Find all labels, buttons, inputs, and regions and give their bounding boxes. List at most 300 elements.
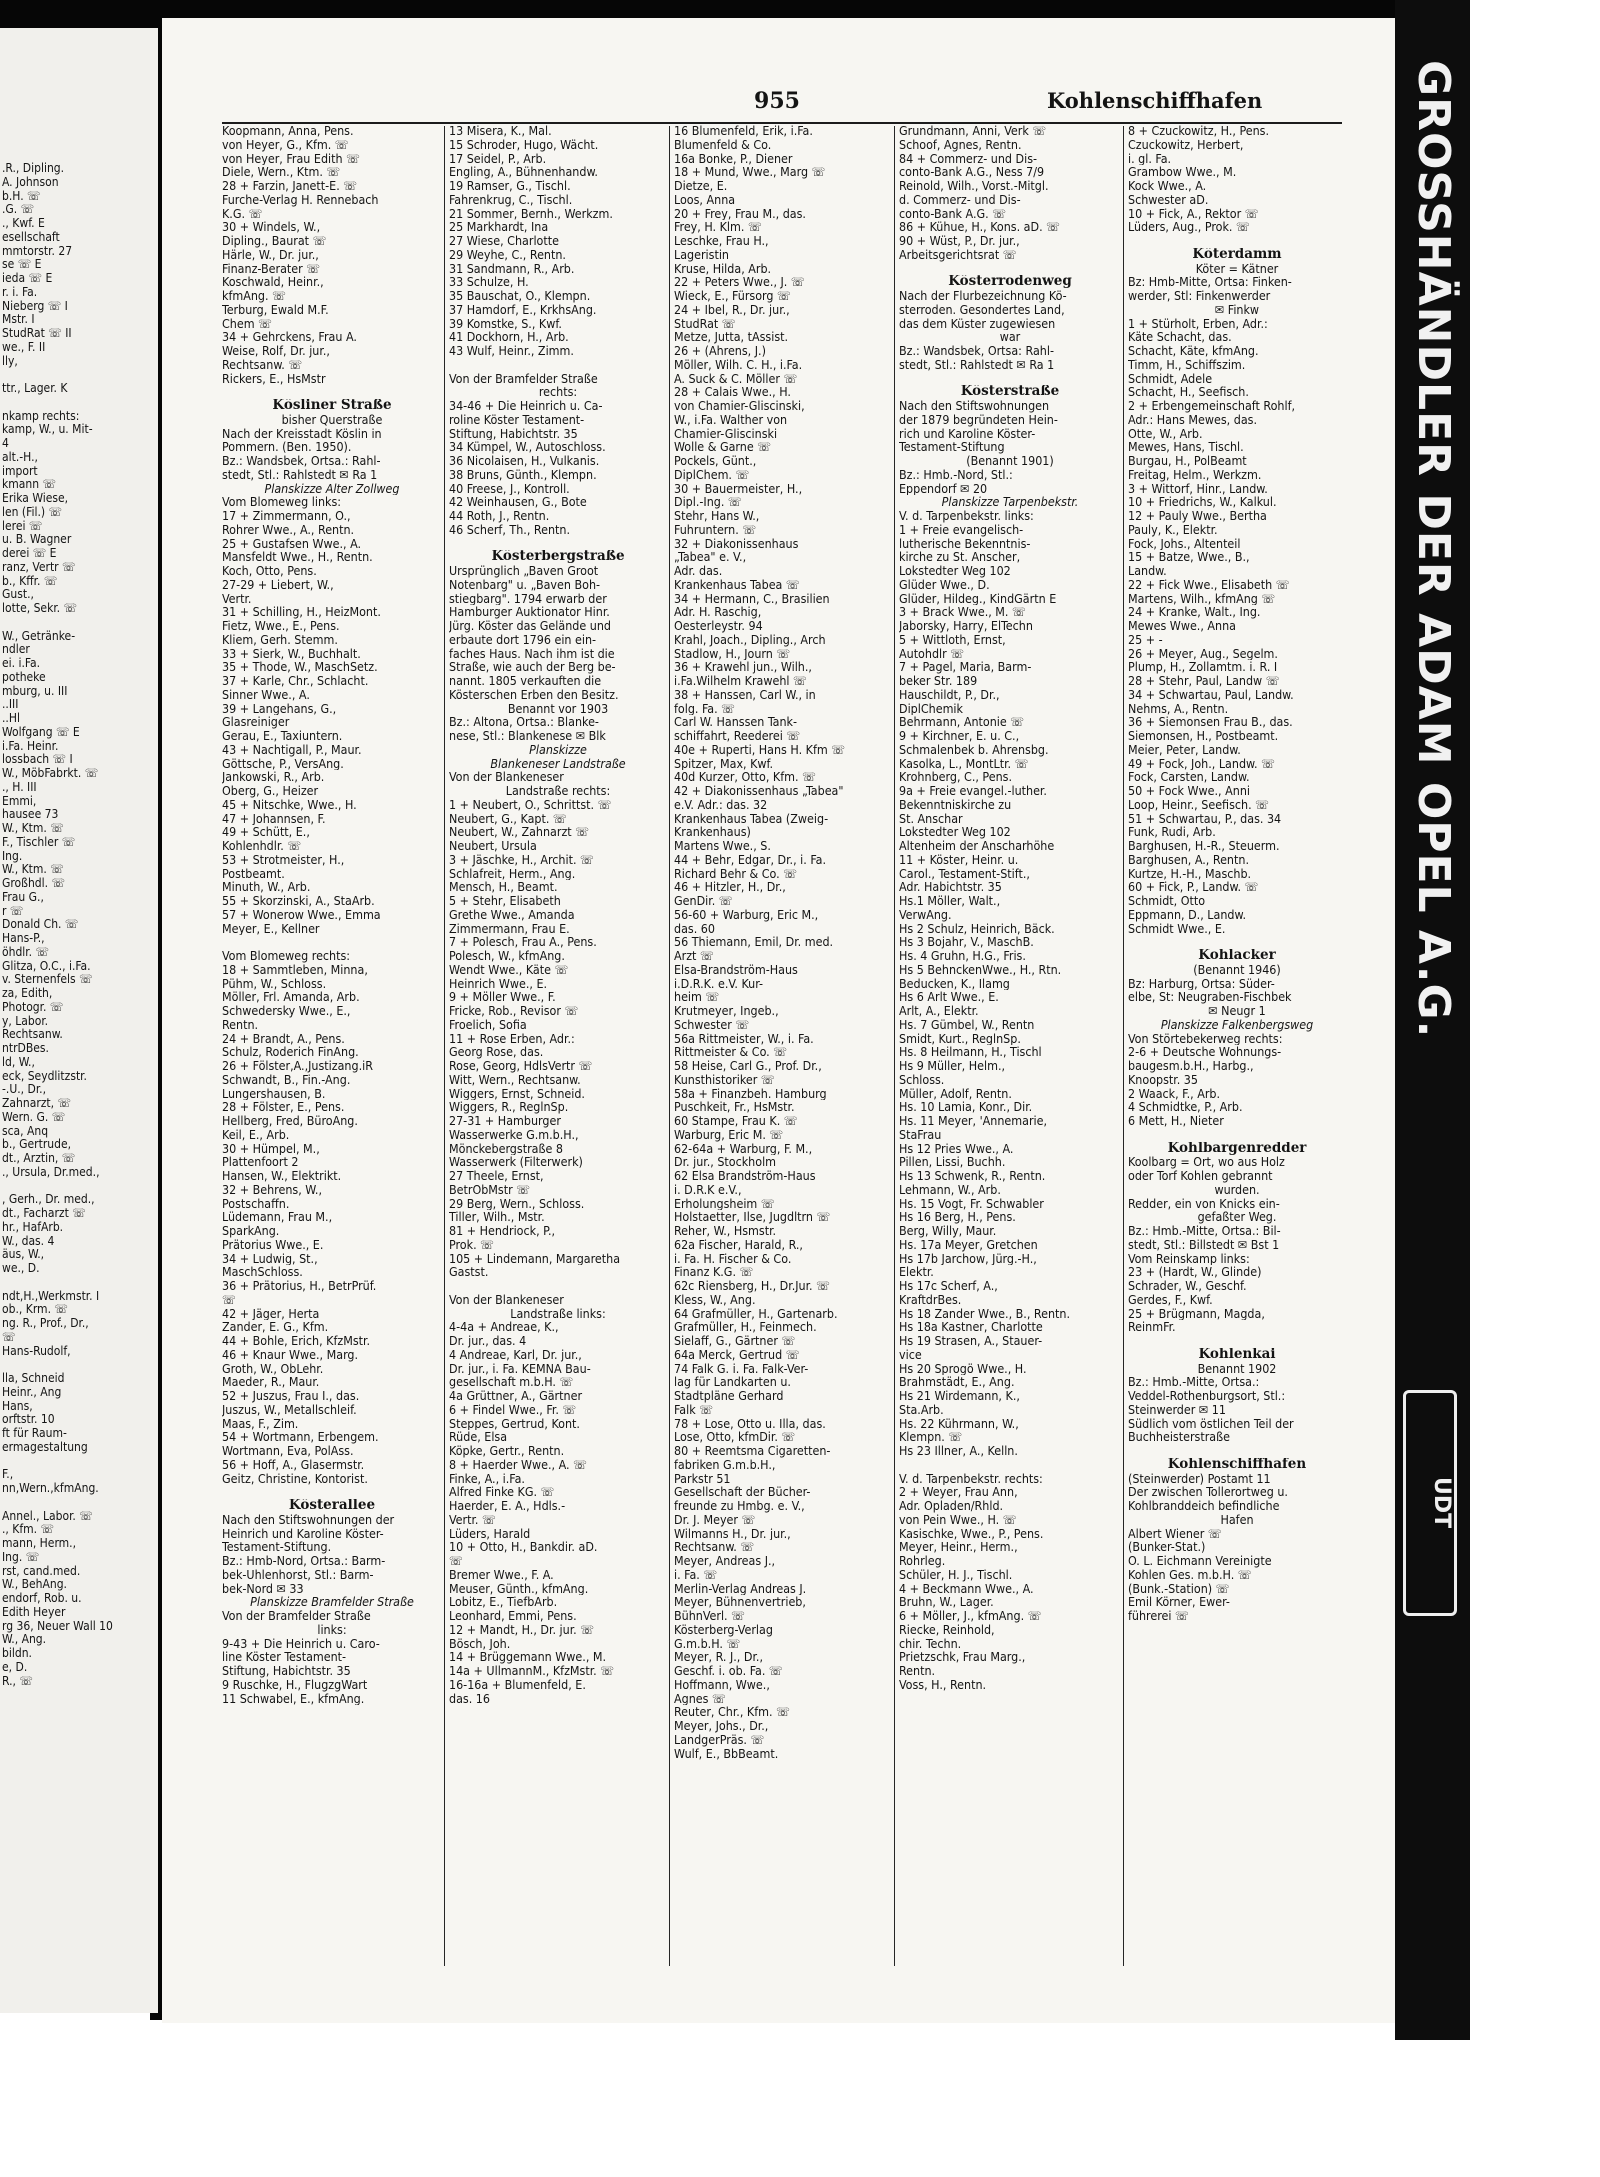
directory-entry: derei ☏ E <box>2 547 57 560</box>
directory-entry: 11 Schwabel, E., kfmAng. <box>222 1691 365 1706</box>
directory-entry: Steinwerder ✉ 11 <box>1128 1402 1226 1417</box>
directory-entry: 56-60 + Warburg, Eric M., <box>674 907 819 922</box>
directory-entry: Rechtsanw. <box>2 1028 63 1042</box>
directory-entry: DiplChem. ☏ <box>674 467 750 482</box>
directory-entry: i.D.R.K. e.V. Kur- <box>674 976 764 991</box>
directory-entry: Hs. 10 Lamia, Konr., Dir. <box>899 1100 1033 1114</box>
directory-entry: i. Fa. ☏ <box>674 1567 718 1582</box>
street-note: bisher Querstraße <box>281 412 383 427</box>
directory-entry <box>222 1485 442 1499</box>
directory-entry: Schloss. <box>899 1072 945 1087</box>
directory-entry: Ing. <box>2 849 23 863</box>
directory-entry: lerei ☏ <box>2 519 43 533</box>
directory-entry <box>1128 234 1346 248</box>
directory-entry: Dr. jur., i. Fa. KEMNA Bau- <box>449 1361 591 1376</box>
directory-entry: W., das. 4 <box>2 1234 55 1248</box>
directory-entry: Diele, Wern., Ktm. ☏ <box>222 165 341 179</box>
directory-entry: Reinold, Wilh., Vorst.-Mitgl. <box>899 179 1049 193</box>
directory-entry: Wiggers, R., ReglnSp. <box>449 1100 569 1114</box>
directory-entry: -.U., Dr., <box>2 1083 47 1097</box>
directory-entry: Metze, Jutta, tAssist. <box>674 330 789 344</box>
directory-entry: Großhdl. ☏ <box>2 877 65 890</box>
street-heading: Kohlenschiffhafen <box>1167 1457 1307 1472</box>
directory-entry: lag für Landkarten u. <box>674 1375 791 1389</box>
directory-entry: 24 + Kranke, Walt., Ing. <box>1128 605 1261 619</box>
directory-entry: Knoopstr. 35 <box>1128 1072 1198 1087</box>
directory-entry: Gust., <box>2 588 34 602</box>
directory-entry <box>1128 1444 1346 1458</box>
directory-entry: Nach der Kreisstadt Köslin in <box>222 426 382 441</box>
directory-entry: Krutmeyer, Ingeb., <box>674 1004 779 1018</box>
directory-entry: 35 + Thode, W., MaschSetz. <box>222 660 378 674</box>
directory-entry: 6 + Möller, J., kfmAng. ☏ <box>899 1609 1042 1623</box>
directory-entry: W., Getränke- <box>2 629 76 643</box>
directory-entry: 40d Kurzer, Otto, Kfm. ☏ <box>674 770 817 784</box>
directory-entry: 36 + Siemonsen Frau B., das. <box>1128 715 1293 729</box>
directory-entry: Martens Wwe., S. <box>674 839 771 853</box>
directory-entry: von Heyer, Frau Edith ☏ <box>222 151 361 166</box>
directory-entry: stedt, Stl.: Rahlstedt ✉ Ra 1 <box>222 467 378 482</box>
directory-entry: Pauly, K., Elektr. <box>1128 522 1218 537</box>
directory-entry: sterroden. Gesondertes Land, <box>899 302 1065 317</box>
directory-entry: das. 60 <box>674 921 715 936</box>
street-note: ✉ Finkw <box>1214 302 1260 317</box>
directory-entry: Hs. 17a Meyer, Gretchen <box>899 1237 1038 1252</box>
directory-entry: 58a + Finanzbeh. Hamburg <box>674 1086 827 1101</box>
directory-entry: 40 Freese, J., Kontroll. <box>449 481 570 496</box>
directory-entry: (Bunker-Stat.) <box>1128 1540 1206 1554</box>
directory-entry: Hs 9 Müller, Helm., <box>899 1059 1006 1073</box>
directory-entry: Straße, wie auch der Berg be- <box>449 660 616 674</box>
street-note: Köter = Kätner <box>1195 261 1279 276</box>
directory-entry: Koch, Otto, Pens. <box>222 564 317 578</box>
directory-entry: sca, Anq <box>2 1124 49 1138</box>
directory-entry: 23 + (Hardt, W., Glinde) <box>1128 1265 1262 1279</box>
directory-entry: Annel., Labor. ☏ <box>2 1509 93 1523</box>
directory-entry: 4 <box>2 437 9 450</box>
directory-entry: ☏ <box>449 1554 463 1568</box>
directory-entry: Hs 20 Sprogö Wwe., H. <box>899 1361 1027 1376</box>
directory-entry: 41 Dockhorn, H., Arb. <box>449 330 569 344</box>
directory-entry: rich und Karoline Köster- <box>899 426 1036 441</box>
directory-entry: Zahnarzt, ☏ <box>2 1097 71 1110</box>
directory-entry: Heinr., Ang <box>2 1385 62 1399</box>
directory-entry: 4 + Beckmann Wwe., A. <box>899 1581 1034 1596</box>
directory-entry: 26 + Fölster,A.,Justizang.iR <box>222 1059 373 1073</box>
directory-entry: 39 + Langehans, G., <box>222 701 337 716</box>
directory-entry: ..III <box>2 698 19 712</box>
directory-entry: Minuth, W., Arb. <box>222 880 311 894</box>
directory-entry: Meyer, Heinr., Herm., <box>899 1540 1018 1554</box>
directory-entry <box>2 1455 154 1469</box>
directory-entry: Falk ☏ <box>674 1402 714 1417</box>
street-heading: Kohlacker <box>1198 949 1276 963</box>
directory-entry: Reuter, Chr., Kfm. ☏ <box>674 1705 791 1719</box>
directory-entry: 1 + Neubert, O., Schrittst. ☏ <box>449 797 612 812</box>
directory-entry: rst, cand.med. <box>2 1564 81 1578</box>
directory-entry: Bz.: Wandsbek, Ortsa.: Rahl- <box>222 454 381 468</box>
directory-entry: Schwester aD. <box>1128 192 1209 207</box>
directory-entry: Hs 19 Strasen, A., Stauer- <box>899 1334 1043 1348</box>
directory-entry: 11 + Rose Erben, Adr.: <box>449 1031 575 1046</box>
directory-entry: VerwAng. <box>899 907 952 922</box>
directory-entry: 18 + Sammtleben, Minna, <box>222 962 368 977</box>
directory-entry: Lageristin <box>674 247 729 262</box>
directory-entry: Bruhn, W., Lager. <box>899 1595 994 1609</box>
directory-entry: mmtorstr. 27 <box>2 244 73 258</box>
directory-entry: Lokstedter Weg 102 <box>899 825 1011 839</box>
street-note: links: <box>317 1622 347 1637</box>
directory-entry: Krankenhaus Tabea ☏ <box>674 577 800 592</box>
directory-entry: 9 + Möller Wwe., F. <box>449 990 556 1004</box>
directory-entry: Leonhard, Emmi, Pens. <box>449 1609 577 1623</box>
directory-entry: nkamp rechts: <box>2 409 80 423</box>
directory-entry: 38 + Hanssen, Carl W., in <box>674 687 816 702</box>
directory-entry: ., H. III <box>2 780 37 794</box>
directory-entry: Pillen, Lissi, Buchh. <box>899 1155 1006 1169</box>
directory-page <box>162 18 1427 2023</box>
street-note: Blankeneser Landstraße <box>490 756 626 771</box>
directory-column-4 <box>899 124 1121 1692</box>
directory-entry: Fahrenkrug, C., Tischl. <box>449 192 573 207</box>
directory-entry: Dipl.-Ing. ☏ <box>674 495 742 509</box>
directory-entry: 3 + Jäschke, H., Archit. ☏ <box>449 852 594 867</box>
directory-entry: Hans-Rudolf, <box>2 1344 71 1358</box>
directory-entry: 47 + Johannsen, F. <box>222 811 326 826</box>
directory-entry: i. Fa. H. Fischer & Co. <box>674 1251 792 1266</box>
directory-entry: 9 Ruschke, H., FlugzgWart <box>222 1677 368 1692</box>
directory-entry: Klempn. ☏ <box>899 1430 963 1444</box>
directory-entry: 56a Rittmeister, W., i. Fa. <box>674 1031 814 1046</box>
directory-entry: StaFrau <box>899 1127 942 1142</box>
directory-entry <box>449 358 667 372</box>
directory-entry: Bz.: Hmb-Nord, Ortsa.: Barm- <box>222 1554 386 1568</box>
directory-entry: kfmAng. ☏ <box>222 289 287 303</box>
directory-entry: Von der Blankeneser <box>449 1292 564 1307</box>
directory-entry: 8 + Czuckowitz, H., Pens. <box>1128 124 1270 138</box>
directory-entry: Rentn. <box>899 1664 936 1678</box>
directory-entry: .R., Dipling. <box>2 162 65 175</box>
directory-entry: werder, Stl: Finkenwerder <box>1128 289 1271 303</box>
facing-page-fragment <box>0 28 158 2013</box>
directory-entry: Rentn. <box>222 1017 259 1032</box>
directory-entry: LandgerPräs. ☏ <box>674 1732 765 1747</box>
directory-entry: 25 + - <box>1128 632 1163 647</box>
directory-entry: Vom Blomeweg rechts: <box>222 949 351 963</box>
directory-entry: Schwester ☏ <box>674 1017 750 1032</box>
directory-entry: 57 + Wonerow Wwe., Emma <box>222 907 381 922</box>
directory-entry: 34 + Gehrckens, Frau A. <box>222 330 357 344</box>
directory-entry: 22 + Peters Wwe., J. ☏ <box>674 275 805 289</box>
directory-entry: 26 + (Ahrens, J.) <box>674 344 766 358</box>
directory-entry <box>222 935 442 949</box>
directory-entry: ieda ☏ E <box>2 272 53 285</box>
directory-entry: Schmidt, Otto <box>1128 894 1206 908</box>
directory-entry: 4 Schmidtke, P., Arb. <box>1128 1100 1243 1114</box>
directory-entry: Pommern. (Ben. 1950). <box>222 440 352 454</box>
street-note: Planskizze Alter Zollweg <box>264 481 400 496</box>
directory-entry: Stehr, Hans W., <box>674 509 760 523</box>
directory-entry: Otte, W., Arb. <box>1128 426 1203 441</box>
directory-entry: Altenheim der Anscharhöhe <box>899 839 1055 853</box>
directory-entry: Hs 18 Zander Wwe., B., Rentn. <box>899 1306 1071 1321</box>
directory-entry: 29 Berg, Wern., Schloss. <box>449 1196 585 1211</box>
directory-entry: Eppendorf ✉ 20 <box>899 481 988 496</box>
directory-entry: Gastst. <box>449 1265 489 1279</box>
directory-entry: ndler <box>2 643 30 657</box>
directory-entry: Bz.: Altona, Ortsa.: Blanke- <box>449 715 599 729</box>
directory-entry: Oesterleystr. 94 <box>674 619 763 633</box>
directory-entry: bek-Nord ✉ 33 <box>222 1581 304 1596</box>
directory-entry: Kock Wwe., A. <box>1128 179 1207 193</box>
directory-entry <box>449 537 667 551</box>
directory-entry: kirche zu St. Anscher, <box>899 550 1021 564</box>
directory-entry: 43 + Nachtigall, P., Maur. <box>222 742 362 757</box>
directory-entry: 81 + Hendriock, P., <box>449 1224 556 1238</box>
directory-entry: BühnVerl. ☏ <box>674 1609 746 1623</box>
directory-entry: Schwandt, B., Fin.-Ang. <box>222 1072 351 1087</box>
directory-entry: Lüders, Harald <box>449 1526 531 1541</box>
directory-entry: Hans-P., <box>2 932 45 945</box>
directory-entry: i. D.R.K e.V., <box>674 1182 742 1197</box>
page-number: 955 <box>754 88 800 114</box>
directory-entry: Richard Behr & Co. ☏ <box>674 866 798 881</box>
directory-entry: b., Gertrude, <box>2 1138 72 1152</box>
directory-entry: ob., Krm. ☏ <box>2 1303 68 1317</box>
directory-entry: Hs. 22 Kührmann, W., <box>899 1416 1019 1431</box>
directory-entry: Wilmanns H., Dr. jur., <box>674 1526 791 1541</box>
directory-entry: Schrader, W., Geschf. <box>1128 1279 1247 1293</box>
directory-entry: chir. Techn. <box>899 1636 962 1651</box>
directory-entry: 3 + Brack Wwe., M. ☏ <box>899 605 1026 619</box>
directory-entry: Bösch, Joh. <box>449 1636 511 1651</box>
directory-entry: von Pein Wwe., H. ☏ <box>899 1512 1017 1527</box>
directory-entry: Kasischke, Wwe., P., Pens. <box>899 1526 1044 1541</box>
directory-entry: 17 + Zimmermann, O., <box>222 509 351 523</box>
directory-entry: Meyer, E., Kellner <box>222 921 320 936</box>
directory-entry: Keil, E., Arb. <box>222 1127 290 1142</box>
street-note: Planskizze <box>529 742 587 757</box>
directory-entry: Kless, W., Ang. <box>674 1292 756 1307</box>
directory-entry: Hs 23 Illner, A., Kelln. <box>899 1444 1018 1458</box>
directory-entry: Hellberg, Fred, BüroAng. <box>222 1114 358 1128</box>
directory-entry: 46 + Knaur Wwe., Marg. <box>222 1347 359 1362</box>
directory-column-1 <box>222 124 442 1705</box>
directory-entry: Lungershausen, B. <box>222 1086 326 1101</box>
directory-entry: 32 + Behrens, W., <box>222 1182 322 1197</box>
directory-entry: Rechtsanw. ☏ <box>674 1540 755 1554</box>
directory-entry: Hs.1 Möller, Walt., <box>899 894 1001 908</box>
directory-entry: 84 + Commerz- und Dis- <box>899 151 1038 166</box>
directory-entry: line Köster Testament- <box>222 1650 347 1664</box>
directory-entry: Möller, Wilh. C. H., i.Fa. <box>674 357 803 372</box>
directory-entry: 14a + UllmannM., KfzMstr. ☏ <box>449 1664 615 1678</box>
street-note: war <box>999 330 1021 344</box>
directory-entry: 13 Misera, K., Mal. <box>449 124 552 138</box>
street-heading: Kohlenkai <box>1198 1347 1276 1362</box>
street-heading: Kösterbergstraße <box>491 550 625 564</box>
directory-entry: Hansen, W., Elektrikt. <box>222 1169 342 1183</box>
directory-entry: 30 + Bauermeister, H., <box>674 481 803 496</box>
directory-entry: 11 + Köster, Heinr. u. <box>899 852 1019 867</box>
directory-entry: 25 Markhardt, Ina <box>449 220 549 234</box>
directory-entry: Von der Bramfelder Straße <box>222 1609 371 1623</box>
street-heading: Kösterstraße <box>960 385 1060 399</box>
directory-entry: 80 + Reemtsma Cigaretten- <box>674 1444 831 1458</box>
directory-entry: Veddel-Rothenburgsort, Stl.: <box>1128 1389 1286 1403</box>
directory-entry: 43 Wulf, Heinr., Zimm. <box>449 344 574 358</box>
directory-entry: Agnes ☏ <box>674 1691 726 1706</box>
directory-entry: Kasolka, L., MontLtr. ☏ <box>899 756 1029 771</box>
directory-entry: 18 + Mund, Wwe., Marg ☏ <box>674 165 826 179</box>
directory-entry: 30 + Windels, W., <box>222 220 321 234</box>
directory-entry: 49 + Fock, Joh., Landw. ☏ <box>1128 756 1276 771</box>
directory-entry: Barghusen, A., Rentn. <box>1128 852 1249 867</box>
directory-entry: nannt. 1805 verkauften die <box>449 674 602 688</box>
directory-entry: nese, Stl.: Blankenese ✉ Blk <box>449 729 606 743</box>
directory-entry: W., Ktm. ☏ <box>2 863 64 877</box>
directory-entry: W., BehAng. <box>2 1578 67 1592</box>
directory-entry: Geitz, Christine, Kontorist. <box>222 1471 368 1486</box>
directory-entry: 51 + Schwartau, P., das. 34 <box>1128 811 1282 826</box>
street-note: Planskizze Bramfelder Straße <box>250 1595 414 1609</box>
directory-entry: se ☏ E <box>2 258 42 272</box>
scan-border-right <box>1470 0 1600 2020</box>
directory-entry: Hs 2 Schulz, Heinrich, Bäck. <box>899 921 1055 936</box>
directory-entry: Dr. jur., das. 4 <box>449 1334 527 1348</box>
directory-entry: Zander, E. G., Kfm. <box>222 1320 329 1334</box>
directory-entry: mburg, u. III <box>2 684 68 698</box>
directory-entry: Vom Blomeweg links: <box>222 495 342 509</box>
directory-entry: Sinner Wwe., A. <box>222 687 310 702</box>
street-note: (Benannt 1946) <box>1193 962 1281 977</box>
directory-entry: Hs 3 Bojahr, V., MaschB. <box>899 935 1034 949</box>
directory-entry: Erholungsheim ☏ <box>674 1196 775 1211</box>
directory-entry: 52 + Juszus, Frau I., das. <box>222 1389 360 1403</box>
spine-advertisement <box>1399 60 1465 2010</box>
directory-entry: Autohdlr ☏ <box>899 646 965 661</box>
directory-entry: Von der Bramfelder Straße <box>449 371 598 386</box>
directory-entry: 49 + Schütt, E., <box>222 825 310 839</box>
directory-entry: Mewes, Hans, Tischl. <box>1128 440 1244 454</box>
directory-entry: Schmalenbek b. Ahrensbg. <box>899 742 1049 757</box>
directory-entry: Lehmann, W., Arb. <box>899 1182 1001 1197</box>
directory-entry: 64 Grafmüller, H., Gartenarb. <box>674 1306 838 1321</box>
directory-entry: Blumenfeld & Co. <box>674 137 772 152</box>
directory-entry: Siemonsen, H., Postbeamt. <box>1128 729 1279 743</box>
directory-entry: Emmi, <box>2 794 37 808</box>
directory-entry: Elsa-Brandström-Haus <box>674 962 798 977</box>
directory-entry: 35 Bauschat, O., Klempn. <box>449 289 591 303</box>
directory-entry: Nach den Stiftswohnungen der <box>222 1512 395 1527</box>
directory-entry: baugesm.b.H., Harbg., <box>1128 1059 1254 1073</box>
directory-entry: ☏ <box>222 1292 236 1307</box>
directory-entry: Frau G., <box>2 890 44 904</box>
directory-entry: Gerdes, F., Kwf. <box>1128 1292 1213 1307</box>
directory-entry: Hs. 15 Vogt, Fr. Schwabler <box>899 1196 1044 1211</box>
directory-entry: 74 Falk G. i. Fa. Falk-Ver- <box>674 1361 809 1376</box>
directory-entry: Bz.: Hmb.-Nord, Stl.: <box>899 467 1013 482</box>
directory-entry <box>899 372 1121 386</box>
directory-entry: Wasserwerk (Filterwerk) <box>449 1155 583 1169</box>
directory-entry: kmann ☏ <box>2 478 56 492</box>
advertisement-spine <box>1395 0 1470 2040</box>
directory-entry: Juszus, W., Metallschleif. <box>222 1402 357 1417</box>
directory-entry: 34 + Schwartau, Paul, Landw. <box>1128 687 1294 702</box>
directory-entry: 54 + Wortmann, Erbengem. <box>222 1430 379 1444</box>
directory-entry: eck, Seydlitzstr. <box>2 1069 87 1083</box>
directory-entry: KraftdrBes. <box>899 1292 962 1307</box>
directory-entry: Notenbarg" u. „Baven Boh- <box>449 577 601 592</box>
directory-entry: 36 + Prätorius, H., BetrPrüf. <box>222 1279 377 1293</box>
directory-entry: stedt, Stl.: Billstedt ✉ Bst 1 <box>1128 1237 1280 1252</box>
directory-entry: 31 + Schilling, H., HeizMont. <box>222 605 381 619</box>
directory-entry: Von Störtebekerweg rechts: <box>1128 1031 1283 1046</box>
directory-entry: 62 Elsa Brandström-Haus <box>674 1169 816 1183</box>
directory-entry: Redder, ein von Knicks ein- <box>1128 1196 1280 1211</box>
directory-entry: Ing. ☏ <box>2 1550 40 1564</box>
directory-entry: BetrObMstr ☏ <box>449 1182 531 1197</box>
directory-entry: 27-29 + Liebert, W., <box>222 577 334 592</box>
directory-entry: Gesellschaft der Bücher- <box>674 1485 811 1499</box>
directory-entry: Steppes, Gertrud, Kont. <box>449 1416 580 1431</box>
directory-entry: Von der Blankeneser <box>449 770 564 784</box>
directory-entry: Hs 13 Schwenk, R., Rentn. <box>899 1169 1046 1183</box>
directory-entry: stiegbarg". 1794 erwarb der <box>449 591 607 606</box>
directory-entry: 62a Fischer, Harald, R., <box>674 1237 803 1252</box>
directory-entry: O. L. Eichmann Vereinigte <box>1128 1554 1272 1568</box>
directory-entry: 86 + Kühue, H., Kons. aD. ☏ <box>899 220 1061 234</box>
directory-entry: Möller, Frl. Amanda, Arb. <box>222 990 360 1004</box>
directory-entry: Stiftung, Habichtstr. 35 <box>222 1664 351 1678</box>
directory-entry <box>1128 1128 1346 1142</box>
directory-entry: Geschf. i. ob. Fa. ☏ <box>674 1664 783 1678</box>
directory-entry: das dem Küster zugewiesen <box>899 316 1056 331</box>
directory-entry: Wolfgang ☏ E <box>2 725 80 739</box>
directory-entry: Dr. jur., Stockholm <box>674 1155 777 1169</box>
directory-entry: Schüler, H. J., Tischl. <box>899 1567 1013 1582</box>
directory-entry: Prietzschk, Frau Marg., <box>899 1650 1026 1664</box>
directory-entry: Müller, Adolf, Rentn. <box>899 1086 1012 1101</box>
directory-entry: Berg, Willy, Maur. <box>899 1224 997 1238</box>
directory-entry: 37 + Karle, Chr., Schlacht. <box>222 674 369 688</box>
directory-entry: ft für Raum- <box>2 1427 67 1440</box>
running-head-title: Kohlenschiffhafen <box>1047 88 1263 113</box>
directory-entry: ld, W., <box>2 1055 35 1069</box>
directory-entry <box>899 262 1121 276</box>
column-rule <box>444 126 445 1966</box>
directory-entry: Weise, Rolf, Dr. jur., <box>222 344 330 358</box>
directory-entry: nn,Wern.,kfmAng. <box>2 1482 99 1495</box>
directory-entry: Hs 12 Pries Wwe., A. <box>899 1141 1014 1156</box>
directory-entry: 45 + Nitschke, Wwe., H. <box>222 797 357 812</box>
directory-entry: Mansfeldt Wwe., H., Rentn. <box>222 550 373 564</box>
directory-entry: Pühm, W., Schloss. <box>222 976 327 991</box>
directory-entry: Gerau, E., Taxiuntern. <box>222 729 343 743</box>
directory-entry: V. d. Tarpenbekstr. rechts: <box>899 1471 1043 1486</box>
directory-entry: Dr. J. Meyer ☏ <box>674 1512 756 1527</box>
directory-entry: Mönckebergstraße 8 <box>449 1141 563 1156</box>
directory-entry: Fietz, Wwe., E., Pens. <box>222 619 340 633</box>
directory-entry: 16a Bonke, P., Diener <box>674 151 793 166</box>
directory-entry: Fock, Johs., Altenteil <box>1128 536 1241 551</box>
directory-entry: Schlafreit, Herm., Ang. <box>449 866 576 881</box>
street-note: gefaßter Weg. <box>1197 1210 1277 1224</box>
directory-entry: Pockels, Günt., <box>674 454 757 468</box>
directory-entry: Hs. 11 Meyer, 'Annemarie, <box>899 1114 1048 1128</box>
directory-entry: Der zwischen Tollerortweg u. <box>1128 1485 1288 1499</box>
directory-entry: schiffahrt, Reederei ☏ <box>674 729 801 743</box>
